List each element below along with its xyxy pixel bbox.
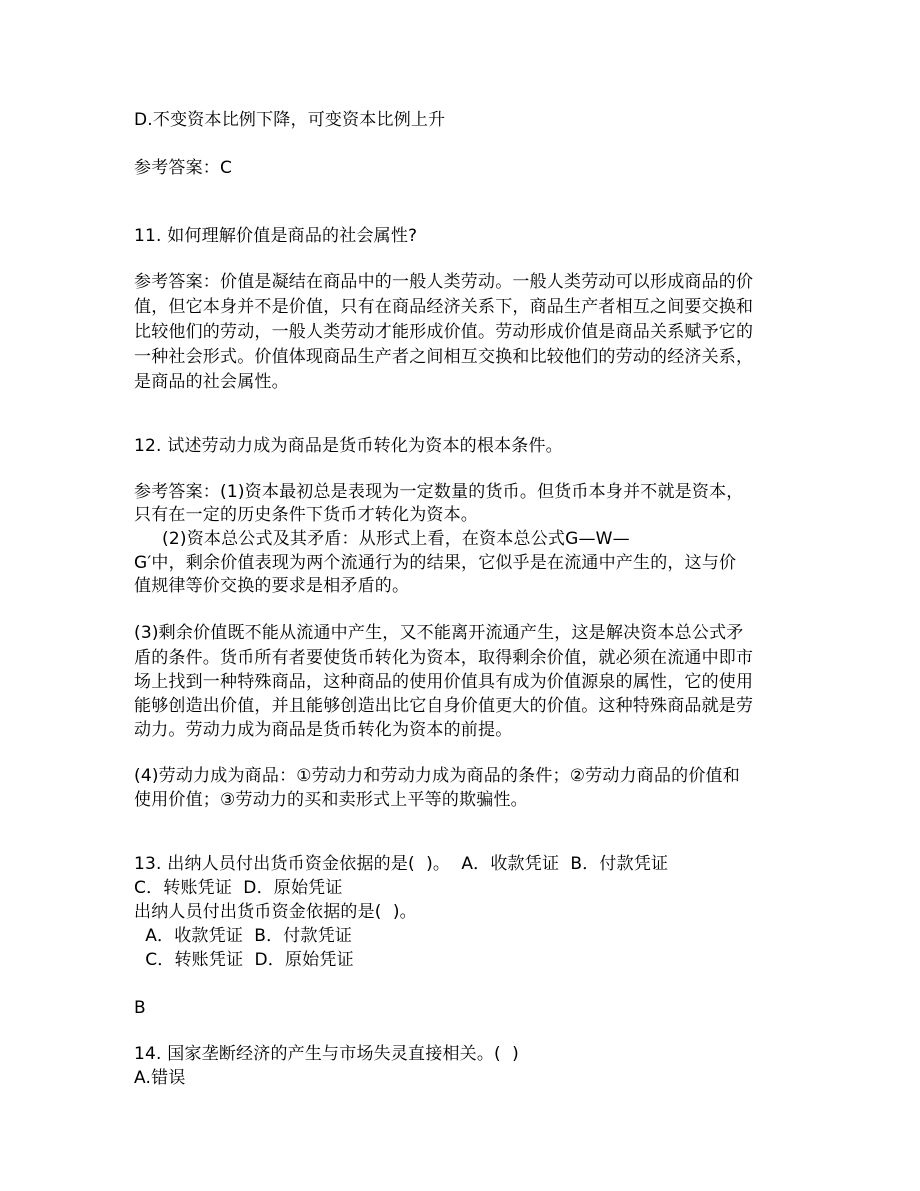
answer-12-line-3: (2)资本总公式及其矛盾：从形式上看，在资本总公式G—W— — [134, 529, 630, 549]
answer-11-line-5: 是商品的社会属性。 — [134, 372, 289, 392]
answer-12-line-4: G′中，剩余价值表现为两个流通行为的结果，它似乎是在流通中产生的，这与价 — [134, 553, 737, 573]
answer-11-line-1: 参考答案：价值是凝结在商品中的一般人类劳动。一般人类劳动可以形成商品的价 — [134, 272, 754, 292]
option-d-previous-question: D.不变资本比例下降，可变资本比例上升 — [134, 110, 446, 130]
question-11: 11. 如何理解价值是商品的社会属性? — [134, 226, 418, 246]
question-13-options: C．转账凭证 D．原始凭证 — [134, 878, 343, 898]
question-13-options-cd: C．转账凭证 D．原始凭证 — [134, 950, 354, 970]
question-13: 13. 出纳人员付出货币资金依据的是( )。 A．收款凭证 B．付款凭证 — [134, 854, 669, 874]
answer-12-point-3-line-5: 动力。劳动力成为商品是货币转化为资本的前提。 — [134, 720, 513, 740]
answer-12-point-4-line-2: 使用价值；③劳动力的买和卖形式上平等的欺骗性。 — [134, 790, 528, 810]
answer-13: B — [134, 998, 146, 1018]
answer-12-point-3-line-1: (3)剩余价值既不能从流通中产生，又不能离开流通产生，这是解决资本总公式矛 — [134, 623, 744, 643]
question-13-restated: 出纳人员付出货币资金依据的是( )。 — [134, 902, 417, 922]
answer-12-line-5: 值规律等价交换的要求是相矛盾的。 — [134, 576, 410, 596]
answer-12-line-2: 只有在一定的历史条件下货币才转化为资本。 — [134, 505, 478, 525]
question-12: 12. 试述劳动力成为商品是货币转化为资本的根本条件。 — [134, 436, 563, 456]
question-13-options-ab: A．收款凭证 B．付款凭证 — [134, 926, 353, 946]
answer-12-point-4-line-1: (4)劳动力成为商品：①劳动力和劳动力成为商品的条件；②劳动力商品的价值和 — [134, 766, 740, 786]
answer-12-point-3-line-3: 场上找到一种特殊商品，这种商品的使用价值具有成为价值源泉的属性，它的使用 — [134, 672, 754, 692]
answer-11-line-4: 一种社会形式。价值体现商品生产者之间相互交换和比较他们的劳动的经济关系， — [134, 347, 754, 367]
answer-11-line-2: 值，但它本身并不是价值，只有在商品经济关系下，商品生产者相互之间要交换和 — [134, 297, 754, 317]
answer-previous-question: 参考答案：C — [134, 158, 233, 178]
answer-12-point-3-line-2: 盾的条件。货币所有者要使货币转化为资本，取得剩余价值，就必须在流通中即市 — [134, 648, 754, 668]
question-14: 14. 国家垄断经济的产生与市场失灵直接相关。( ) — [134, 1044, 519, 1064]
question-14-option-a: A.错误 — [134, 1068, 186, 1088]
answer-12-line-1: 参考答案：(1)资本最初总是表现为一定数量的货币。但货币本身并不就是资本， — [134, 482, 744, 502]
answer-11-line-3: 比较他们的劳动，一般人类劳动才能形成价值。劳动形成价值是商品关系赋予它的 — [134, 322, 754, 342]
answer-12-point-3-line-4: 能够创造出价值，并且能够创造出比它自身价值更大的价值。这种特殊商品就是劳 — [134, 696, 754, 716]
